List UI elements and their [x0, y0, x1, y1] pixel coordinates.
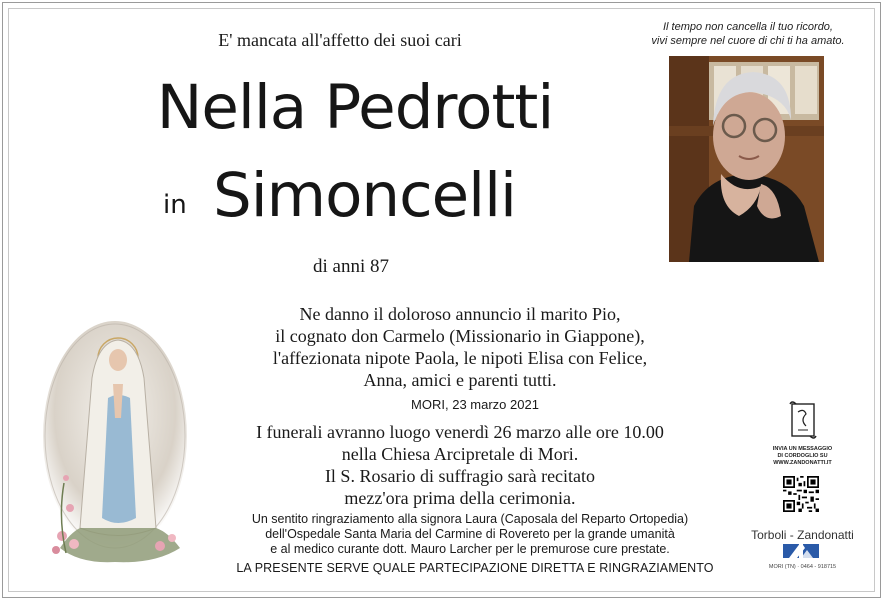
in-label: in [163, 190, 187, 220]
brand-name: Torboli - Zandonatti [751, 528, 854, 542]
funeral-line: I funerali avranno luogo venerdì 26 marzo alle ore 10.00 [256, 422, 664, 442]
funeral-line: Il S. Rosario di suffragio sarà recitato [324, 466, 596, 486]
announcement-line: Ne danno il doloroso annuncio il marito Pio, [299, 304, 621, 324]
thanks-line: dell'Ospedale Santa Maria del Carmine di Rovereto per la grande umanità [265, 527, 675, 541]
announcement-line: Anna, amici e parenti tutti. [363, 370, 557, 390]
quote-line-1: Il tempo non cancella il tuo ricordo, [663, 21, 833, 33]
memorial-quote [628, 20, 868, 48]
madonna-image [40, 318, 195, 573]
quote-line-2: vivi sempre nel cuore di chi ti ha amato. [651, 35, 845, 47]
footer-notice: LA PRESENTE SERVE QUALE PARTECIPAZIONE DIRETTA E RINGRAZIAMENTO [236, 561, 714, 575]
scroll-icon [786, 400, 820, 442]
message-line-1: INVIA UN MESSAGGIO [772, 446, 833, 452]
message-line-3: WWW.ZANDONATTI.IT [773, 460, 832, 466]
deceased-name: Nella Pedrotti [156, 72, 554, 143]
funeral-line: nella Chiesa Arcipretale di Mori. [341, 444, 579, 464]
deceased-age: di anni 87 [313, 256, 389, 277]
deceased-surname: Simoncelli [213, 160, 516, 231]
thanks-note [215, 512, 725, 557]
brand-phone: MORI (TN) · 0464 - 918715 [768, 564, 837, 570]
brand-logo-icon [783, 542, 819, 560]
dateline: MORI, 23 marzo 2021 [411, 397, 539, 412]
funeral-line: mezz'ora prima della cerimonia. [344, 488, 576, 508]
portrait-photo [669, 56, 824, 262]
lead-text: E' mancata all'affetto dei suoi cari [218, 30, 462, 50]
funeral-details [240, 421, 680, 509]
thanks-line: e al medico curante dott. Mauro Larcher per le premurose cure prestate. [270, 542, 670, 556]
announcement-line: il cognato don Carmelo (Missionario in Giappone), [275, 326, 645, 346]
announcement-line: l'affezionata nipote Paola, le nipoti Elisa con Felice, [272, 348, 648, 368]
condolence-message-logo[interactable] [770, 400, 835, 467]
announcement [230, 303, 690, 391]
thanks-line: Un sentito ringraziamento alla signora Laura (Caposala del Reparto Ortopedia) [251, 512, 689, 526]
qr-code[interactable] [783, 476, 819, 512]
message-line-2: DI CORDOGLIO SU [777, 453, 828, 459]
